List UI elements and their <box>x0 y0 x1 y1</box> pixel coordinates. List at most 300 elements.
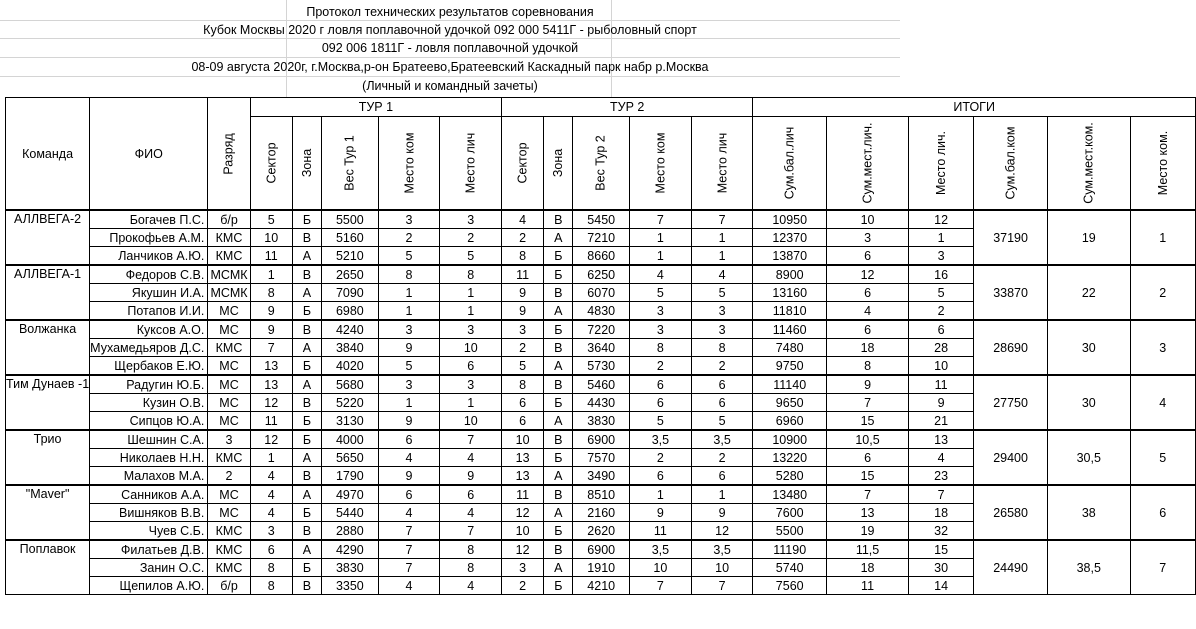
t1-weight: 4290 <box>322 540 378 559</box>
t2-place-ind: 5 <box>691 412 753 431</box>
t2-sector: 13 <box>502 467 544 486</box>
t2-weight: 5730 <box>573 357 629 376</box>
t2-place-ind: 6 <box>691 394 753 412</box>
t2-zone: В <box>544 430 573 449</box>
t2-weight: 1910 <box>573 559 629 577</box>
t2-sector: 12 <box>502 504 544 522</box>
t1-zone: В <box>292 577 321 595</box>
scoring-type: (Личный и командный зачеты) <box>362 79 538 93</box>
t2-weight: 5460 <box>573 375 629 394</box>
t2-sector: 8 <box>502 247 544 266</box>
t1-weight: 4240 <box>322 320 378 339</box>
t2-place-team: 7 <box>629 210 691 229</box>
sum-points-ind: 11140 <box>753 375 827 394</box>
sum-places-ind: 19 <box>827 522 909 541</box>
t2-sector: 3 <box>502 559 544 577</box>
t2-place-team: 3,5 <box>629 430 691 449</box>
t2-place-ind: 2 <box>691 357 753 376</box>
place-ind-total: 5 <box>909 284 974 302</box>
t1-weight: 1790 <box>322 467 378 486</box>
team-place: 7 <box>1130 540 1195 595</box>
team-sum-places: 38 <box>1048 485 1130 540</box>
athlete-rank: МС <box>208 504 250 522</box>
table-row <box>6 375 1196 394</box>
place-ind-total: 10 <box>909 357 974 376</box>
sum-places-ind: 6 <box>827 284 909 302</box>
t2-zone: А <box>544 559 573 577</box>
t2-weight: 3640 <box>573 339 629 357</box>
sum-places-ind: 11,5 <box>827 540 909 559</box>
t2-place-ind: 3 <box>691 302 753 321</box>
sum-points-ind: 11460 <box>753 320 827 339</box>
t2-zone: А <box>544 504 573 522</box>
athlete-name: Щербаков Е.Ю. <box>90 357 208 376</box>
t1-sector: 4 <box>250 485 292 504</box>
place-ind-total: 1 <box>909 229 974 247</box>
t1-place-team: 5 <box>378 357 440 376</box>
place-ind-total: 18 <box>909 504 974 522</box>
team-place: 1 <box>1130 210 1195 265</box>
sum-places-ind: 6 <box>827 320 909 339</box>
t2-place-ind: 12 <box>691 522 753 541</box>
t1-place-team: 7 <box>378 522 440 541</box>
t2-place-ind: 1 <box>691 229 753 247</box>
header-t2-place-team: Место ком <box>629 117 691 211</box>
t1-place-team: 1 <box>378 284 440 302</box>
athlete-name: Богачев П.С. <box>90 210 208 229</box>
athlete-name: Куксов А.О. <box>90 320 208 339</box>
sum-points-ind: 5280 <box>753 467 827 486</box>
t1-sector: 12 <box>250 394 292 412</box>
t1-weight: 5440 <box>322 504 378 522</box>
athlete-rank: КМС <box>208 339 250 357</box>
place-ind-total: 14 <box>909 577 974 595</box>
table-row <box>6 265 1196 284</box>
athlete-name: Санников А.А. <box>90 485 208 504</box>
t1-sector: 11 <box>250 412 292 431</box>
athlete-rank: МС <box>208 485 250 504</box>
athlete-rank: МСМК <box>208 265 250 284</box>
athlete-rank: МС <box>208 302 250 321</box>
t1-place-ind: 1 <box>440 284 502 302</box>
place-ind-total: 32 <box>909 522 974 541</box>
athlete-name: Занин О.С. <box>90 559 208 577</box>
t2-zone: Б <box>544 320 573 339</box>
place-ind-total: 3 <box>909 247 974 266</box>
sum-points-ind: 7600 <box>753 504 827 522</box>
athlete-rank: КМС <box>208 247 250 266</box>
athlete-name: Николаев Н.Н. <box>90 449 208 467</box>
t1-sector: 8 <box>250 284 292 302</box>
place-ind-total: 4 <box>909 449 974 467</box>
t2-place-ind: 3,5 <box>691 430 753 449</box>
t2-zone: А <box>544 467 573 486</box>
t2-place-team: 6 <box>629 467 691 486</box>
t1-weight: 6980 <box>322 302 378 321</box>
t2-sector: 2 <box>502 229 544 247</box>
t1-weight: 5220 <box>322 394 378 412</box>
team-sum-places: 38,5 <box>1048 540 1130 595</box>
t2-zone: Б <box>544 449 573 467</box>
header-t2-weight: Вес Тур 2 <box>573 117 629 211</box>
table-row <box>6 210 1196 229</box>
header-rank: Разряд <box>208 98 250 211</box>
gridline <box>0 76 900 77</box>
sum-places-ind: 6 <box>827 247 909 266</box>
header-sum-points-team: Сум.бал.ком <box>974 117 1048 211</box>
place-ind-total: 16 <box>909 265 974 284</box>
t1-place-team: 4 <box>378 577 440 595</box>
t2-weight: 6900 <box>573 540 629 559</box>
team-sum-points: 28690 <box>974 320 1048 375</box>
header-fio: ФИО <box>90 98 208 211</box>
t2-weight: 4430 <box>573 394 629 412</box>
t1-weight: 5160 <box>322 229 378 247</box>
athlete-rank: КМС <box>208 522 250 541</box>
athlete-rank: МСМК <box>208 284 250 302</box>
t1-zone: А <box>292 375 321 394</box>
t1-sector: 1 <box>250 265 292 284</box>
team-name: Тим Дунаев -1 <box>6 375 90 430</box>
team-sum-places: 22 <box>1048 265 1130 320</box>
place-ind-total: 11 <box>909 375 974 394</box>
t2-weight: 7220 <box>573 320 629 339</box>
t2-weight: 2620 <box>573 522 629 541</box>
t2-place-team: 5 <box>629 412 691 431</box>
t2-place-ind: 2 <box>691 449 753 467</box>
t1-place-ind: 2 <box>440 229 502 247</box>
t1-place-team: 9 <box>378 412 440 431</box>
place-ind-total: 13 <box>909 430 974 449</box>
athlete-rank: 3 <box>208 430 250 449</box>
table-row <box>6 485 1196 504</box>
t1-place-ind: 6 <box>440 485 502 504</box>
header-team: Команда <box>6 98 90 211</box>
t2-zone: В <box>544 284 573 302</box>
team-name: Поплавок <box>6 540 90 595</box>
t2-sector: 11 <box>502 265 544 284</box>
team-place: 4 <box>1130 375 1195 430</box>
header-t1-place-team: Место ком <box>378 117 440 211</box>
t1-zone: В <box>292 265 321 284</box>
t1-zone: В <box>292 229 321 247</box>
t1-weight: 5210 <box>322 247 378 266</box>
t1-sector: 11 <box>250 247 292 266</box>
t2-sector: 4 <box>502 210 544 229</box>
team-sum-points: 24490 <box>974 540 1048 595</box>
t1-sector: 9 <box>250 320 292 339</box>
t2-weight: 6900 <box>573 430 629 449</box>
athlete-name: Радугин Ю.Б. <box>90 375 208 394</box>
t1-zone: Б <box>292 559 321 577</box>
sum-places-ind: 11 <box>827 577 909 595</box>
t2-zone: Б <box>544 394 573 412</box>
t2-zone: Б <box>544 522 573 541</box>
t1-place-ind: 3 <box>440 210 502 229</box>
t2-zone: В <box>544 339 573 357</box>
t2-zone: А <box>544 412 573 431</box>
t1-place-ind: 4 <box>440 577 502 595</box>
t1-sector: 1 <box>250 449 292 467</box>
t2-sector: 2 <box>502 339 544 357</box>
t1-weight: 2880 <box>322 522 378 541</box>
t1-sector: 7 <box>250 339 292 357</box>
sum-points-ind: 10900 <box>753 430 827 449</box>
header-sum-points-ind: Сум.бал.лич <box>753 117 827 211</box>
athlete-name: Шешнин С.А. <box>90 430 208 449</box>
t2-sector: 6 <box>502 412 544 431</box>
t1-place-ind: 5 <box>440 247 502 266</box>
header-t2-place-ind: Место лич <box>691 117 753 211</box>
team-sum-places: 30 <box>1048 375 1130 430</box>
team-sum-points: 26580 <box>974 485 1048 540</box>
t1-place-ind: 6 <box>440 357 502 376</box>
t1-weight: 4020 <box>322 357 378 376</box>
t2-weight: 2160 <box>573 504 629 522</box>
protocol-title: Протокол технических результатов соревнования <box>306 5 594 19</box>
t2-place-team: 3 <box>629 320 691 339</box>
sum-points-ind: 8900 <box>753 265 827 284</box>
t2-place-ind: 7 <box>691 577 753 595</box>
t2-place-team: 8 <box>629 339 691 357</box>
t2-weight: 8660 <box>573 247 629 266</box>
sum-points-ind: 7560 <box>753 577 827 595</box>
athlete-name: Якушин И.А. <box>90 284 208 302</box>
t2-sector: 10 <box>502 522 544 541</box>
header-sum-places-ind: Сум.мест.лич. <box>827 117 909 211</box>
t1-sector: 13 <box>250 357 292 376</box>
sum-places-ind: 18 <box>827 559 909 577</box>
athlete-rank: КМС <box>208 449 250 467</box>
t1-place-ind: 10 <box>440 412 502 431</box>
sum-points-ind: 13870 <box>753 247 827 266</box>
t2-zone: Б <box>544 265 573 284</box>
sum-places-ind: 10 <box>827 210 909 229</box>
t1-weight: 3830 <box>322 559 378 577</box>
athlete-rank: МС <box>208 357 250 376</box>
results-table <box>5 97 1196 595</box>
t1-weight: 3130 <box>322 412 378 431</box>
t1-place-ind: 1 <box>440 302 502 321</box>
t1-place-team: 6 <box>378 430 440 449</box>
t2-place-ind: 3 <box>691 320 753 339</box>
t1-sector: 4 <box>250 504 292 522</box>
place-ind-total: 23 <box>909 467 974 486</box>
t2-place-team: 9 <box>629 504 691 522</box>
sum-places-ind: 7 <box>827 485 909 504</box>
t1-place-team: 3 <box>378 320 440 339</box>
gridline <box>0 57 900 58</box>
t1-place-team: 9 <box>378 339 440 357</box>
t2-sector: 10 <box>502 430 544 449</box>
t1-place-team: 4 <box>378 449 440 467</box>
team-name: АЛЛВЕГА-2 <box>6 210 90 265</box>
t2-weight: 4830 <box>573 302 629 321</box>
t2-place-ind: 10 <box>691 559 753 577</box>
header-tour1: ТУР 1 <box>250 98 501 117</box>
team-name: АЛЛВЕГА-1 <box>6 265 90 320</box>
t1-sector: 3 <box>250 522 292 541</box>
place-ind-total: 15 <box>909 540 974 559</box>
t2-place-ind: 6 <box>691 375 753 394</box>
sum-points-ind: 10950 <box>753 210 827 229</box>
sum-places-ind: 15 <box>827 467 909 486</box>
athlete-name: Ланчиков А.Ю. <box>90 247 208 266</box>
t1-weight: 7090 <box>322 284 378 302</box>
place-ind-total: 12 <box>909 210 974 229</box>
date-location: 08-09 августа 2020г, г.Москва,р-он Братеево,Братеевский Каскадный парк набр р.Москва <box>191 60 709 74</box>
t2-place-team: 6 <box>629 394 691 412</box>
t2-place-team: 11 <box>629 522 691 541</box>
t1-weight: 3840 <box>322 339 378 357</box>
t2-weight: 4210 <box>573 577 629 595</box>
t1-place-team: 3 <box>378 210 440 229</box>
t1-place-ind: 9 <box>440 467 502 486</box>
t1-zone: А <box>292 339 321 357</box>
t2-weight: 7570 <box>573 449 629 467</box>
t2-place-team: 2 <box>629 357 691 376</box>
t1-zone: В <box>292 522 321 541</box>
t1-place-team: 5 <box>378 247 440 266</box>
t1-place-ind: 1 <box>440 394 502 412</box>
t2-zone: В <box>544 540 573 559</box>
team-sum-points: 37190 <box>974 210 1048 265</box>
t2-sector: 13 <box>502 449 544 467</box>
t2-place-team: 1 <box>629 485 691 504</box>
t1-place-team: 1 <box>378 394 440 412</box>
t2-place-ind: 9 <box>691 504 753 522</box>
t1-zone: Б <box>292 302 321 321</box>
t1-zone: В <box>292 320 321 339</box>
table-row <box>6 430 1196 449</box>
athlete-rank: МС <box>208 320 250 339</box>
t2-weight: 3490 <box>573 467 629 486</box>
t1-zone: А <box>292 540 321 559</box>
t2-zone: А <box>544 302 573 321</box>
t1-place-team: 2 <box>378 229 440 247</box>
t2-sector: 2 <box>502 577 544 595</box>
sum-points-ind: 6960 <box>753 412 827 431</box>
team-place: 5 <box>1130 430 1195 485</box>
sum-places-ind: 15 <box>827 412 909 431</box>
athlete-rank: 2 <box>208 467 250 486</box>
t2-place-team: 10 <box>629 559 691 577</box>
t1-place-ind: 4 <box>440 449 502 467</box>
sum-points-ind: 5500 <box>753 522 827 541</box>
t2-sector: 11 <box>502 485 544 504</box>
t2-place-ind: 4 <box>691 265 753 284</box>
t1-place-team: 4 <box>378 504 440 522</box>
athlete-rank: б/р <box>208 210 250 229</box>
t1-zone: Б <box>292 210 321 229</box>
header-tour2: ТУР 2 <box>502 98 753 117</box>
sum-places-ind: 18 <box>827 339 909 357</box>
t2-zone: Б <box>544 577 573 595</box>
team-name: Трио <box>6 430 90 485</box>
t1-place-team: 6 <box>378 485 440 504</box>
header-t2-zone: Зона <box>544 117 573 211</box>
header-t2-sector: Сектор <box>502 117 544 211</box>
t1-zone: В <box>292 394 321 412</box>
t1-zone: Б <box>292 412 321 431</box>
t1-weight: 5650 <box>322 449 378 467</box>
t2-place-ind: 1 <box>691 485 753 504</box>
athlete-name: Федоров С.В. <box>90 265 208 284</box>
t2-place-ind: 3,5 <box>691 540 753 559</box>
t1-sector: 5 <box>250 210 292 229</box>
t2-place-ind: 6 <box>691 467 753 486</box>
place-ind-total: 9 <box>909 394 974 412</box>
team-sum-places: 30 <box>1048 320 1130 375</box>
header-t1-weight: Вес Тур 1 <box>322 117 378 211</box>
header-t1-zone: Зона <box>292 117 321 211</box>
t1-zone: Б <box>292 430 321 449</box>
sum-places-ind: 13 <box>827 504 909 522</box>
team-sum-places: 19 <box>1048 210 1130 265</box>
sum-places-ind: 4 <box>827 302 909 321</box>
t2-weight: 5450 <box>573 210 629 229</box>
t1-sector: 9 <box>250 302 292 321</box>
t1-place-ind: 10 <box>440 339 502 357</box>
t1-zone: А <box>292 247 321 266</box>
sum-points-ind: 13160 <box>753 284 827 302</box>
t2-zone: А <box>544 229 573 247</box>
t1-zone: В <box>292 467 321 486</box>
t2-zone: Б <box>544 247 573 266</box>
t1-place-ind: 4 <box>440 504 502 522</box>
t2-place-ind: 7 <box>691 210 753 229</box>
athlete-name: Малахов М.А. <box>90 467 208 486</box>
athlete-name: Филатьев Д.В. <box>90 540 208 559</box>
t1-weight: 2650 <box>322 265 378 284</box>
t1-sector: 12 <box>250 430 292 449</box>
t1-weight: 4970 <box>322 485 378 504</box>
t2-sector: 5 <box>502 357 544 376</box>
t1-place-team: 8 <box>378 265 440 284</box>
athlete-name: Сипцов Ю.А. <box>90 412 208 431</box>
athlete-rank: КМС <box>208 540 250 559</box>
t1-sector: 13 <box>250 375 292 394</box>
t2-place-ind: 1 <box>691 247 753 266</box>
t2-place-team: 3,5 <box>629 540 691 559</box>
sum-points-ind: 13480 <box>753 485 827 504</box>
t1-zone: А <box>292 449 321 467</box>
team-sum-points: 33870 <box>974 265 1048 320</box>
sum-points-ind: 7480 <box>753 339 827 357</box>
team-name: Волжанка <box>6 320 90 375</box>
place-ind-total: 21 <box>909 412 974 431</box>
t2-sector: 9 <box>502 284 544 302</box>
t1-weight: 5500 <box>322 210 378 229</box>
cup-title: Кубок Москвы 2020 г ловля поплавочной удочкой 092 000 5411Г - рыболовный спорт <box>203 23 697 37</box>
athlete-rank: КМС <box>208 559 250 577</box>
t1-place-ind: 8 <box>440 265 502 284</box>
place-ind-total: 28 <box>909 339 974 357</box>
sum-points-ind: 9750 <box>753 357 827 376</box>
sum-places-ind: 3 <box>827 229 909 247</box>
t2-zone: А <box>544 357 573 376</box>
t2-place-ind: 5 <box>691 284 753 302</box>
t1-place-ind: 8 <box>440 540 502 559</box>
athlete-name: Щепилов А.Ю. <box>90 577 208 595</box>
athlete-rank: МС <box>208 412 250 431</box>
t2-place-team: 7 <box>629 577 691 595</box>
athlete-name: Мухамедьяров Д.С. <box>90 339 208 357</box>
t2-zone: В <box>544 485 573 504</box>
athlete-rank: МС <box>208 375 250 394</box>
athlete-name: Чуев С.Б. <box>90 522 208 541</box>
t1-place-team: 3 <box>378 375 440 394</box>
